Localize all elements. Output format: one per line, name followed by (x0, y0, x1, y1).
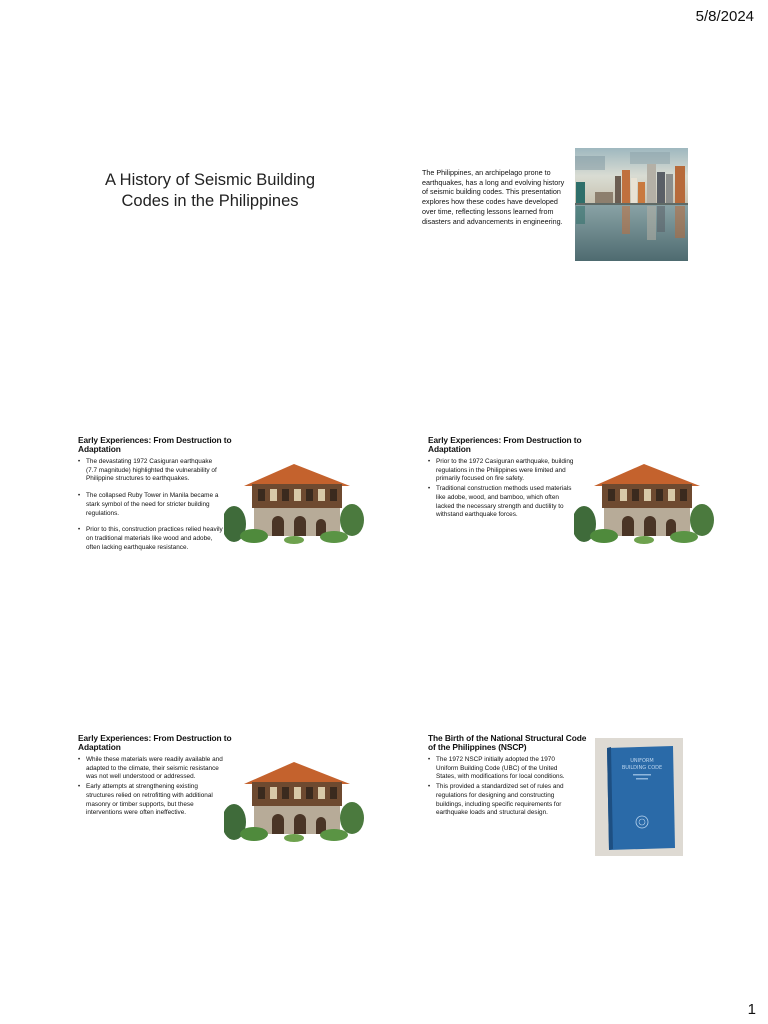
slide-early-experiences-2 (410, 432, 750, 622)
bullet-item: • Traditional construction methods used materials like adobe, wood, and bamboo, which often lacked the necessary strength and ductility to withstand earthquake forces. (428, 485, 574, 520)
slide-nscp-birth (410, 730, 750, 920)
bullet-item: • Prior to this, construction practices relied heavily on traditional materials like wood and adobe, often lacking earthquake resistance. (78, 526, 224, 552)
bullet-item: • While these materials were readily available and adapted to the climate, their seismic resistance was not well understood or addressed. (78, 756, 224, 782)
slide-title (60, 140, 400, 330)
bullet-item: • The devastating 1972 Casiguran earthquake (7.7 magnitude) highlighted the vulnerability of Philippine structures to earthquakes. (78, 458, 224, 484)
bullet-item: • This provided a standardized set of rules and regulations for designing and constructing buildings, including specific requirements for earthquake loads and structural design. (428, 783, 574, 818)
bullet-item: • The 1972 NSCP initially adopted the 1970 Uniform Building Code (UBC) of the United States, with modifications for local conditions. (428, 756, 574, 782)
slide-intro (410, 140, 750, 330)
page-date: 5/8/2024 (695, 8, 754, 25)
bullet-item: • Prior to the 1972 Casiguran earthquake, building regulations in the Philippines were limited and primarily focused on fire safety. (428, 458, 574, 484)
slide-5-title: The Birth of the National Structural Code of the Philippines (NSCP) (428, 733, 587, 753)
slide-2-bullets (78, 458, 224, 560)
bahay-na-bato-house-photo (224, 462, 364, 544)
book-cover-line1: UNIFORM (630, 758, 654, 764)
bullet-item: • The collapsed Ruby Tower in Manila became a stark symbol of the need for stricter building regulations. (78, 492, 224, 518)
slide-early-experiences-3 (60, 730, 400, 920)
page-number: 1 (747, 1001, 756, 1018)
bahay-na-bato-house-photo (224, 760, 364, 842)
city-skyline-reflection-photo (575, 148, 688, 261)
slide-1-title: A History of Seismic Building Codes in the Philippines (105, 171, 315, 211)
slide-early-experiences-1 (60, 432, 400, 622)
slide-1-body: The Philippines, an archipelago prone to earthquakes, has a long and evolving history of seismic building codes. This presentation explores how these codes have developed over time, reflecting lessons learned from disasters and advancements in engineering. (422, 168, 565, 226)
bullet-item: • Early attempts at strengthening existing structures relied on retrofitting with additional masonry or timber supports, but these interventions were often ineffective. (78, 783, 224, 818)
slide-3-bullets (428, 458, 574, 521)
uniform-building-code-book-photo (595, 738, 683, 856)
slide-4-bullets (78, 756, 224, 819)
book-cover-line2: BUILDING CODE (621, 765, 663, 771)
slide-5-bullets (428, 756, 574, 819)
slide-4-title: Early Experiences: From Destruction to Adaptation (78, 733, 232, 753)
slide-3-title: Early Experiences: From Destruction to Adaptation (428, 435, 582, 455)
slide-2-title: Early Experiences: From Destruction to Adaptation (78, 435, 232, 455)
bahay-na-bato-house-photo (574, 462, 714, 544)
